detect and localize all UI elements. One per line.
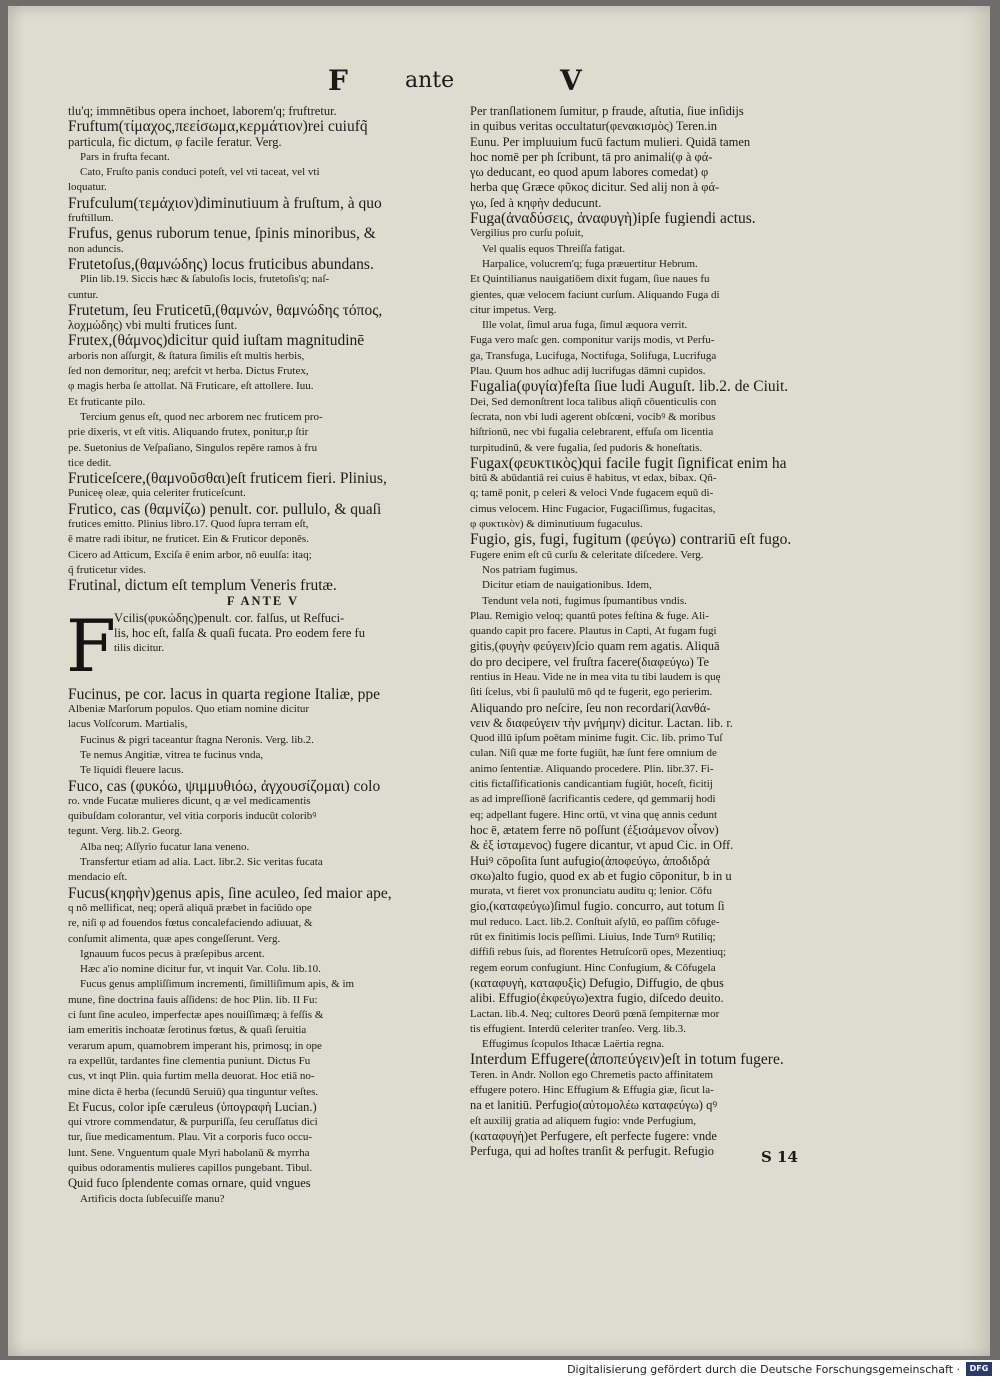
text-line: mul reduco. Lact. lib.2. Conſtuit aſylū, eo paſſim cōfuge- — [470, 915, 720, 928]
text-line: effugere potero. Hinc Effugium & Effugia giæ, ſicut la- — [470, 1084, 714, 1096]
dfg-logo: DFG — [966, 1362, 992, 1376]
text-line: cuntur. — [68, 288, 99, 301]
text-line: φ magis herba ſe attollat. Nā Fruticare, eſt attollere. Iuu. — [68, 380, 314, 393]
text-line: (καταφυγὴ, καταφυξὶς) Defugio, Diffugio, de qbus — [470, 975, 724, 990]
text-line: (καταφυγὴ)et Perfugere, eſt perfecte fugere: vnde — [470, 1128, 717, 1143]
text-line: q̃ fruticetur vides. — [68, 563, 146, 576]
text-line: Frutetum, ſeu Fruticetū,(θαμνών, θαμνώδης τόπος, — [68, 302, 383, 319]
text-line: citis fictaſſificationis candicantiam fugiūt, hoceſt, ficitij — [470, 778, 713, 791]
text-line: mine dicta ē herba (ſecundū Seruiū) qua tinguntur veſtes. — [68, 1085, 319, 1098]
text-line: Fugio, gis, fugi, fugitum (φεύγω) contrariū eſt fugo. — [470, 532, 792, 548]
text-line: Effugimus ſcopulos Ithacæ Laërtia regna. — [482, 1038, 665, 1051]
text-line: animo ſententiæ. Aliquando procedere. Plin. libr.37. Fi- — [470, 762, 714, 775]
text-line: Fugere enim eſt cū curſu & celeritate diſcedere. Verg. — [470, 548, 704, 561]
text-line: Et Quintilianus nauigatiōem dixit fugam, ſiue naues fu — [470, 273, 710, 286]
text-line: non aduncis. — [68, 242, 124, 255]
text-line: Plau. Remigio veloq; quantū potes feſtina & fuge. Ali- — [470, 609, 709, 622]
text-line: λοχμώδης) vbi multi frutices ſunt. — [68, 318, 238, 333]
text-line: tur, ſiue medicamentum. Plau. Vit a corporis fuco occu- — [68, 1131, 312, 1144]
text-line: Tercium genus eſt, quod nec arborem nec fruticem pro- — [80, 410, 323, 423]
text-line: Lactan. lib.4. Neq; cultores Deorū pœnā ſempiternæ mor — [470, 1007, 720, 1020]
running-head-right: V — [560, 64, 582, 97]
text-line: Quid fuco ſplendente comas ornare, quid vngues — [68, 1176, 311, 1191]
text-line: γω deducant, eo quod apum labores comedat) φ — [470, 165, 709, 180]
footer-credit: Digitalisierung gefördert durch die Deutsche Forschungsgemeinschaft · — [567, 1363, 960, 1376]
text-line: arboris non aſſurgit, & ſtatura ſimilis eſt multis herbis, — [68, 349, 305, 362]
text-line: na et lanitiū. Perfugio(αὐτομολέω καταφεύγω) qꝰ — [470, 1098, 718, 1113]
text-line: Tendunt vela noti, fugimus ſpumantibus vndis. — [482, 594, 687, 607]
left-column-entries — [68, 104, 458, 609]
text-line: loquatur. — [68, 181, 107, 194]
text-line: Harpalice, volucrem'q; fuga præuertitur Hebrum. — [482, 257, 698, 270]
text-line: φ φυκτικὸν) & diminutiuum fugaculus. — [470, 518, 643, 531]
text-line: ſecrata, non vbi ludi agerent obſcœni, vocibꝰ & moribus — [470, 410, 716, 423]
text-line: Dei, Sed demonſtrent loca talibus aliqñ cōuenticulis con — [470, 395, 717, 408]
text-line: quibuſdam colorantur, vel vitia corporis inducūt coloribꝰ — [68, 810, 317, 823]
text-line: q nō mellificat, neq; operā aliquā præbet in faciūdo ope — [68, 901, 312, 914]
text-line: hoc ē, ætatem ferre nō poſſunt (ἐξισάμενον οἶνον) — [470, 822, 719, 837]
text-line: Plin lib.19. Siccis hæc & ſabuloſis locis, frutetoſis'q; naſ- — [80, 273, 330, 286]
text-line: tlu'q; immnētibus opera inchoet, laborem'q; fruftretur. — [68, 104, 337, 118]
text-line: Ille volat, ſimul arua fuga, ſimul æquora verrit. — [482, 319, 688, 332]
running-head-left: F — [328, 64, 348, 97]
text-line: q; tamē ponit, p celeri & veloci Vnde fugacem equū di- — [470, 487, 714, 500]
text-line: Te liquidi fleuere lacus. — [80, 764, 184, 777]
text-line: ro. vnde Fucatæ mulieres dicunt, q æ vel medicamentis — [68, 794, 311, 807]
text-line: Ignauum fucos pecus à præſepibus arcent. — [80, 947, 265, 960]
text-line: tilis dicitur. — [114, 642, 165, 655]
text-line: frutices emitto. Plinius libro.17. Quod ſupra terram eſt, — [68, 518, 309, 531]
text-line: eq; adpellant fugere. Hinc ortū, vt vina quę annis cedunt — [470, 808, 718, 821]
running-head-middle: ante — [405, 68, 455, 93]
text-line: regem eorum confugiunt. Hinc Confugium, & Cōfugela — [470, 961, 716, 974]
text-line: Hæc a'io nomine dicitur fur, vt inquit Var. Colu. lib.10. — [80, 963, 321, 976]
text-line: alibi. Effugio(ἐκφεύγω)extra fugio, diſcedo deuito. — [470, 991, 724, 1006]
text-line: Artificis docta ſubſecuiſſe manu? — [80, 1192, 225, 1205]
left-column — [68, 104, 458, 1207]
text-line: Frutetoſus,(θαμνώδης) locus fruticibus abundans. — [68, 256, 374, 273]
text-line: Quod illū ipſum poētam minime fugit. Cic. lib. primo Tuſ — [470, 732, 723, 745]
text-line: Dicitur etiam de nauigationibus. Idem, — [482, 579, 652, 592]
text-line: citur impetus. Verg. — [470, 303, 557, 316]
decorated-initial: F — [66, 603, 116, 688]
text-line: Pars in frufta fecant. — [80, 150, 170, 163]
initial-section-lines — [114, 611, 458, 657]
text-line: culan. Niſi quæ me forte fugiūt, hæ ſunt fere omnium de — [470, 747, 717, 760]
text-line: & ἐξ ἱσταμενος) fugere dicantur, vt apud Cic. in Off. — [470, 838, 734, 853]
text-line: in quibus veritas occultatur(φενακισμὸς) Teren.in — [470, 119, 718, 134]
text-line: Fucinus & pigri taceantur ſtagna Neronis. Verg. lib.2. — [80, 733, 314, 746]
text-line: ga, Transfuga, Lucifuga, Noctifuga, Solifuga, Lucrifuga — [470, 349, 717, 362]
text-line: fruftillum. — [68, 212, 114, 225]
text-line: lacus Volſcorum. Martialis, — [68, 718, 188, 731]
text-line: diffiſi rebus ſuis, ad florentes Hetruſcorū opes, Mezentiuq; — [470, 946, 727, 959]
text-line: particula, fic dictum, φ facile feratur. Verg. — [68, 134, 282, 149]
text-line: gitis,(φυγὴν φεύγειν)ſcio quam rem agatis. Aliquā — [470, 639, 720, 654]
text-line: conſumit alimenta, quæ apes congeſſerunt. Verg. — [68, 932, 281, 945]
text-line: tegunt. Verg. lib.2. Georg. — [68, 825, 183, 838]
text-line: gientes, quæ velocem faciunt curſum. Aliquando Fuga di — [470, 288, 720, 301]
text-line: eſt auxilij gratia ad aliquem fugio: vnde Perfugium, — [470, 1114, 697, 1127]
text-line: Fucus(κηφὴν)genus apis, ſine aculeo, ſed maior ape, — [68, 885, 392, 901]
text-line: Interdum Effugere(ἀποπεύγειν)eſt in totum fugere. — [470, 1052, 784, 1068]
text-line: mune, fine doctrina fauis aſſidens: de hoc Plin. lib. II Fu: — [68, 993, 318, 1006]
text-line: as ad impreſſionē ſacrificantis cedere, qd gemmarij hodi — [470, 793, 716, 806]
text-line: Cato, Fruſto panis conduci poteſt, vel vti taceat, vel vti — [80, 166, 320, 179]
text-line: ſed non demoritur, neq; arefcit vt herba. Dictus Frutex, — [68, 365, 309, 378]
right-column-entries — [470, 104, 850, 1159]
text-line: Eunu. Per impluuium fucū factum mulieri. Quidā tamen — [470, 134, 751, 149]
text-line: Aliquando pro neſcire, ſeu non recordari(λανθά- — [470, 700, 711, 715]
text-line: tice dedit. — [68, 456, 112, 469]
text-line: Fuga(ἀναδύσεις, ἀναφυγὴ)ipſe fugiendi actus. — [470, 211, 756, 227]
text-line: murata, vt fieret vox pronunciatu auditu q; lenior. Cōfu — [470, 885, 712, 898]
book-page — [8, 6, 990, 1356]
text-line: Plau. Quum hos adhuc adij lucrifugas dāmni cupidos. — [470, 365, 706, 378]
text-line: Fugax(φευκτικὸς)qui facile fugit ſignificat enim ha — [470, 455, 787, 472]
text-line: Vcilis(φυκώδης)penult. cor. falſus, ut Reſfuci- — [114, 610, 345, 625]
text-line: Huiꝰ cōpoſita ſunt aufugio(ἀποφεύγω, ἀποδιδρά — [470, 853, 710, 868]
text-line: turpitudinū, & vere fugalia, ſed pudoris & honeſtatis. — [470, 441, 703, 454]
signature-mark: S 14 — [761, 1148, 798, 1166]
text-line: Frutinal, dictum eſt templum Veneris frutæ. — [68, 578, 337, 594]
text-line: quibus odoramentis mulieres capillos pungebant. Tibul. — [68, 1162, 313, 1174]
text-line: ē matre radi ibitur, ne fruticet. Ein & Fruticor deponēs. — [68, 533, 309, 546]
text-line: γω, ſed à κηφὴν deducunt. — [470, 195, 602, 210]
text-line: qui vtrore commendatur, & purpuriſſa, ſeu ceruſſatus dici — [68, 1116, 318, 1129]
text-line: Frutex,(θάμνος)dicitur quid iuſtam magnitudinē — [68, 333, 365, 349]
text-line: verarum apum, quamobrem imperant his, primosq; in ope — [68, 1039, 322, 1052]
text-line: iam emeritis inchoatæ ſerotinus fœtus, & quaſi ſeruitia — [68, 1024, 307, 1037]
text-line: quando capit pro facere. Plautus in Capti, At fugam fugi — [470, 625, 717, 638]
text-line: Transfertur etiam ad alia. Lact. libr.2. Sic veritas fucata — [80, 856, 323, 869]
text-line: Frutico, cas (θαμνίζω) penult. cor. pullulo, & quaſi — [68, 501, 382, 518]
text-line: re, niſi φ ad fouendos fœtus concalefaciendo adiuuat, & — [68, 917, 313, 930]
text-line: Albeniæ Marſorum populos. Quo etiam nomine dicitur — [68, 703, 310, 716]
text-line: Fuga vero maſc gen. componitur varijs modis, vt Perfu- — [470, 334, 715, 347]
text-line: νειν & διαφεύγειν τὴν μνήμην) dicitur. Lactan. lib. r. — [470, 715, 733, 730]
text-line: Perfuga, qui ad hoſtes tranſit & perfugit. Refugio — [470, 1144, 715, 1159]
initial-section — [66, 603, 458, 688]
text-line: lunt. Sene. Vnguentum quale Myri habolanū & myrrha — [68, 1146, 310, 1159]
text-line: Fruftum(τίμαχ⁠ος,πεείσωμα,κερμάτιον)rei cuiufq̃ — [68, 119, 368, 135]
text-line: lis, hoc eſt, falſa & quaſi fucata. Pro eodem fere fu — [114, 626, 365, 641]
text-line: Et fruticante pilo. — [68, 395, 146, 408]
running-head — [8, 64, 990, 97]
text-line: Fugalia(φυγία)feſta ſiue ludi Auguſt. lib.2. de Ciuit. — [470, 379, 789, 395]
text-line: Puniceę oleæ, quia celeriter fruticeſcunt. — [68, 487, 246, 500]
text-line: Alba neq; Aſſyrio fucatur lana veneno. — [80, 840, 250, 853]
text-line: Vergilius pro curſu poſuit, — [470, 227, 584, 240]
text-line: Nos patriam fugimus. — [482, 563, 578, 576]
text-line: Vel qualis equos Threiſſa fatigat. — [482, 242, 626, 255]
text-line: Per tranſlationem ſumitur, p fraude, aſtutia, ſiue inſidijs — [470, 104, 744, 118]
text-line: cus, vt inqt Plin. quia furtim mella deuorat. Hoc etiā no- — [68, 1070, 315, 1083]
text-line: Fucinus, pe cor. lacus in quarta regione Italiæ, ppe — [68, 686, 381, 703]
left-column-entries-continued — [68, 687, 458, 1207]
text-line: Fuco, cas (φυκόω, ψιμμυθιόω, ἀγχουσίζομαι) colo — [68, 778, 381, 794]
text-line: F ANTE V — [226, 593, 300, 608]
text-line: hiſtrionū, nec vbi fugalia celebrarent, effuſa om licentia — [470, 426, 714, 439]
text-line: rentius in Heau. Vide ne in mea vita tu tibi laudem is quę — [470, 670, 721, 683]
text-line: gio,(καταφεύγω)ſimul fugio. concurro, aut totum ſi — [470, 899, 725, 914]
text-line: prie dixeris, vt eſt vitis. Aliquando frutex, ponitur,p ſtir — [68, 426, 309, 439]
text-line: Cicero ad Atticum, Exciſa ē enim arbor, nō euulſa: itaq; — [68, 548, 312, 561]
right-column — [470, 104, 850, 1159]
text-line: hoc nomē per ph ſcribunt, tā pro animali(φ à φά- — [470, 149, 713, 164]
footer-bar — [0, 1360, 1000, 1380]
text-line: ci ſunt ſine aculeo, imperfectæ apes nouiſſimæq; à feſſis & — [68, 1009, 324, 1022]
text-line: Frufculum(τεμάχιον)diminutiuum à fruſtum, à quo — [68, 195, 382, 212]
text-line: cimus velocem. Hinc Fugacior, Fugaciſſimus, fugacitas, — [470, 502, 716, 515]
text-line: σκω)alto fugio, quod ex ab et fugio cōponitur, b in u — [470, 868, 732, 883]
text-line: mendacio eſt. — [68, 871, 128, 884]
text-line: ſiti ſcelus, vbi ſi paululū mō qd te fugerit, ego perierim. — [470, 686, 713, 699]
text-line: Fucus genus ampliſſimum incrementi, ſimilliſimum apis, & im — [80, 978, 355, 991]
text-line: ra expellūt, tardantes fine clementia puniunt. Dictus Fu — [68, 1054, 311, 1067]
text-line: Teren. in Andr. Nollon ego Chremetis pacto affinitatem — [470, 1068, 714, 1081]
text-line: Te nemus Angitiæ, vitrea te fucinus vnda, — [80, 748, 264, 761]
text-line: herba quę Græce φῦκος dicitur. Sed alij non à φά- — [470, 180, 720, 195]
text-line: tis effugient. Interdū celeriter tranſeo. Verg. lib.3. — [470, 1022, 686, 1035]
text-line: rūt ex finitimis locis peſſimi. Liuius, Inde Turnꝰ Rutiliq; — [470, 931, 716, 944]
text-line: do pro decipere, vel fruſtra facere(διαφεύγω) Te — [470, 654, 710, 669]
text-line: Frufus, genus ruborum tenue, ſpinis minoribus, & — [68, 226, 376, 242]
text-line: bitū & abūdantiā rei cuius ē habitus, vt edax, bibax. Qñ- — [470, 472, 717, 485]
text-line: Et Fucus, color ipſe cæruleus (ὑπογραφὴ Lucian.) — [68, 1099, 317, 1114]
text-line: pe. Suetonius de Veſpaſiano, Singulos repēre ramos à fru — [68, 441, 318, 454]
text-line: Fruticeſcere,(θαμνοῦσθαι)eſt fruticem fieri. Plinius, — [68, 471, 387, 487]
